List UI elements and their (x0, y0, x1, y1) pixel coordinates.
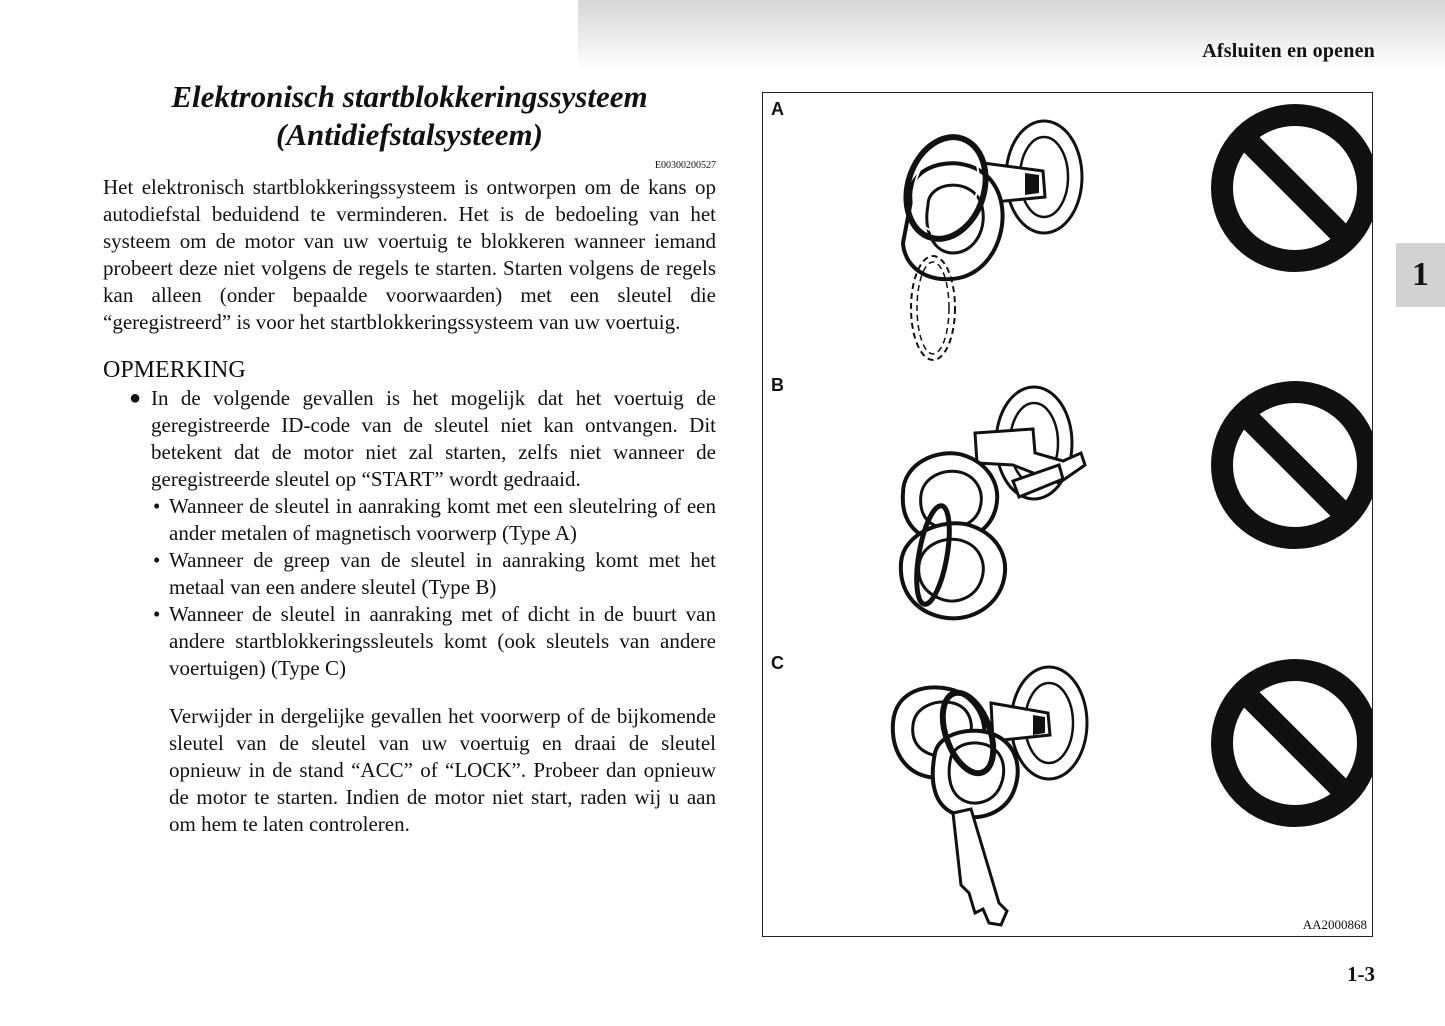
figure-label-a: A (771, 99, 784, 119)
two-keys-icon (901, 387, 1085, 618)
sub-item-text: Wanneer de greep van de sleutel in aanraking komt met het metaal van een andere sleutel (Type B) (169, 548, 716, 599)
prohibition-icon (1222, 115, 1368, 261)
intro-paragraph: Het elektronisch startblokkeringssysteem is ontworpen om de kans op autodiefstal beduidend te verminderen. Het is de bedoeling van het systeem om de motor van uw voertuig te blokkeren wanneer iemand probeert deze niet volgens de regels te starten. Starten volgens de regels kan alleen (onder bepaalde voorwaarden) met een sleutel die “geregistreerd” is voor het startblokkeringssysteem van uw voertuig. (103, 175, 716, 334)
article (103, 78, 716, 838)
illustration-figure (762, 92, 1373, 937)
title-line-2: (Antidiefstalsysteem) (276, 117, 543, 152)
key-cluster-icon (893, 667, 1087, 925)
sub-bullet-icon: • (153, 548, 161, 572)
key-ring-icon (894, 121, 1082, 360)
page-number: 1-3 (1347, 962, 1375, 986)
sub-item-text: Wanneer de sleutel in aanraking komt met een sleutelring of een ander metalen of magnetisch voorwerp (Type A) (169, 494, 716, 545)
illustration-drawing (763, 93, 1372, 936)
document-code: E00300200527 (654, 160, 716, 171)
sub-bullet-icon: • (153, 602, 161, 626)
sub-bullet-icon: • (153, 494, 161, 518)
prohibition-icon (1222, 670, 1368, 816)
note-item (103, 385, 716, 493)
section-title: Afsluiten en openen (1202, 40, 1375, 62)
page-title (103, 78, 716, 154)
bullet-icon: ● (129, 387, 142, 409)
figure-label-b: B (771, 375, 784, 395)
note-heading: OPMERKING (103, 357, 246, 383)
sub-item-type-c (103, 601, 716, 682)
sub-item-type-b (103, 547, 716, 601)
title-line-1: Elektronisch startblokkeringssysteem (171, 79, 648, 114)
instruction-paragraph: Verwijder in dergelijke gevallen het voorwerp of de bijkomende sleutel van de sleutel van uw voertuig en draai de sleutel opnieuw in de stand “ACC” of “LOCK”. Probeer dan opnieuw de motor te starten. Indien de motor niet start, raden wij u aan om hem te laten controleren. (169, 704, 716, 836)
prohibition-icon (1222, 392, 1368, 538)
note-text: In de volgende gevallen is het mogelijk dat het voertuig de geregistreerde ID-code van de sleutel niet kan ontvangen. Dit betekent dat de motor niet zal starten, zelfs niet wanneer de geregistreerde sleutel op “START” wordt gedraaid. (151, 386, 716, 491)
sub-item-text: Wanneer de sleutel in aanraking met of dicht in de buurt van andere startblokkeringssleutels komt (ook sleutels van andere voertuigen) (Type C) (169, 602, 716, 680)
sub-item-type-a (103, 493, 716, 547)
figure-label-c: C (771, 653, 784, 673)
figure-code: AA2000868 (1302, 917, 1367, 932)
chapter-tab[interactable]: 1 (1396, 243, 1445, 307)
